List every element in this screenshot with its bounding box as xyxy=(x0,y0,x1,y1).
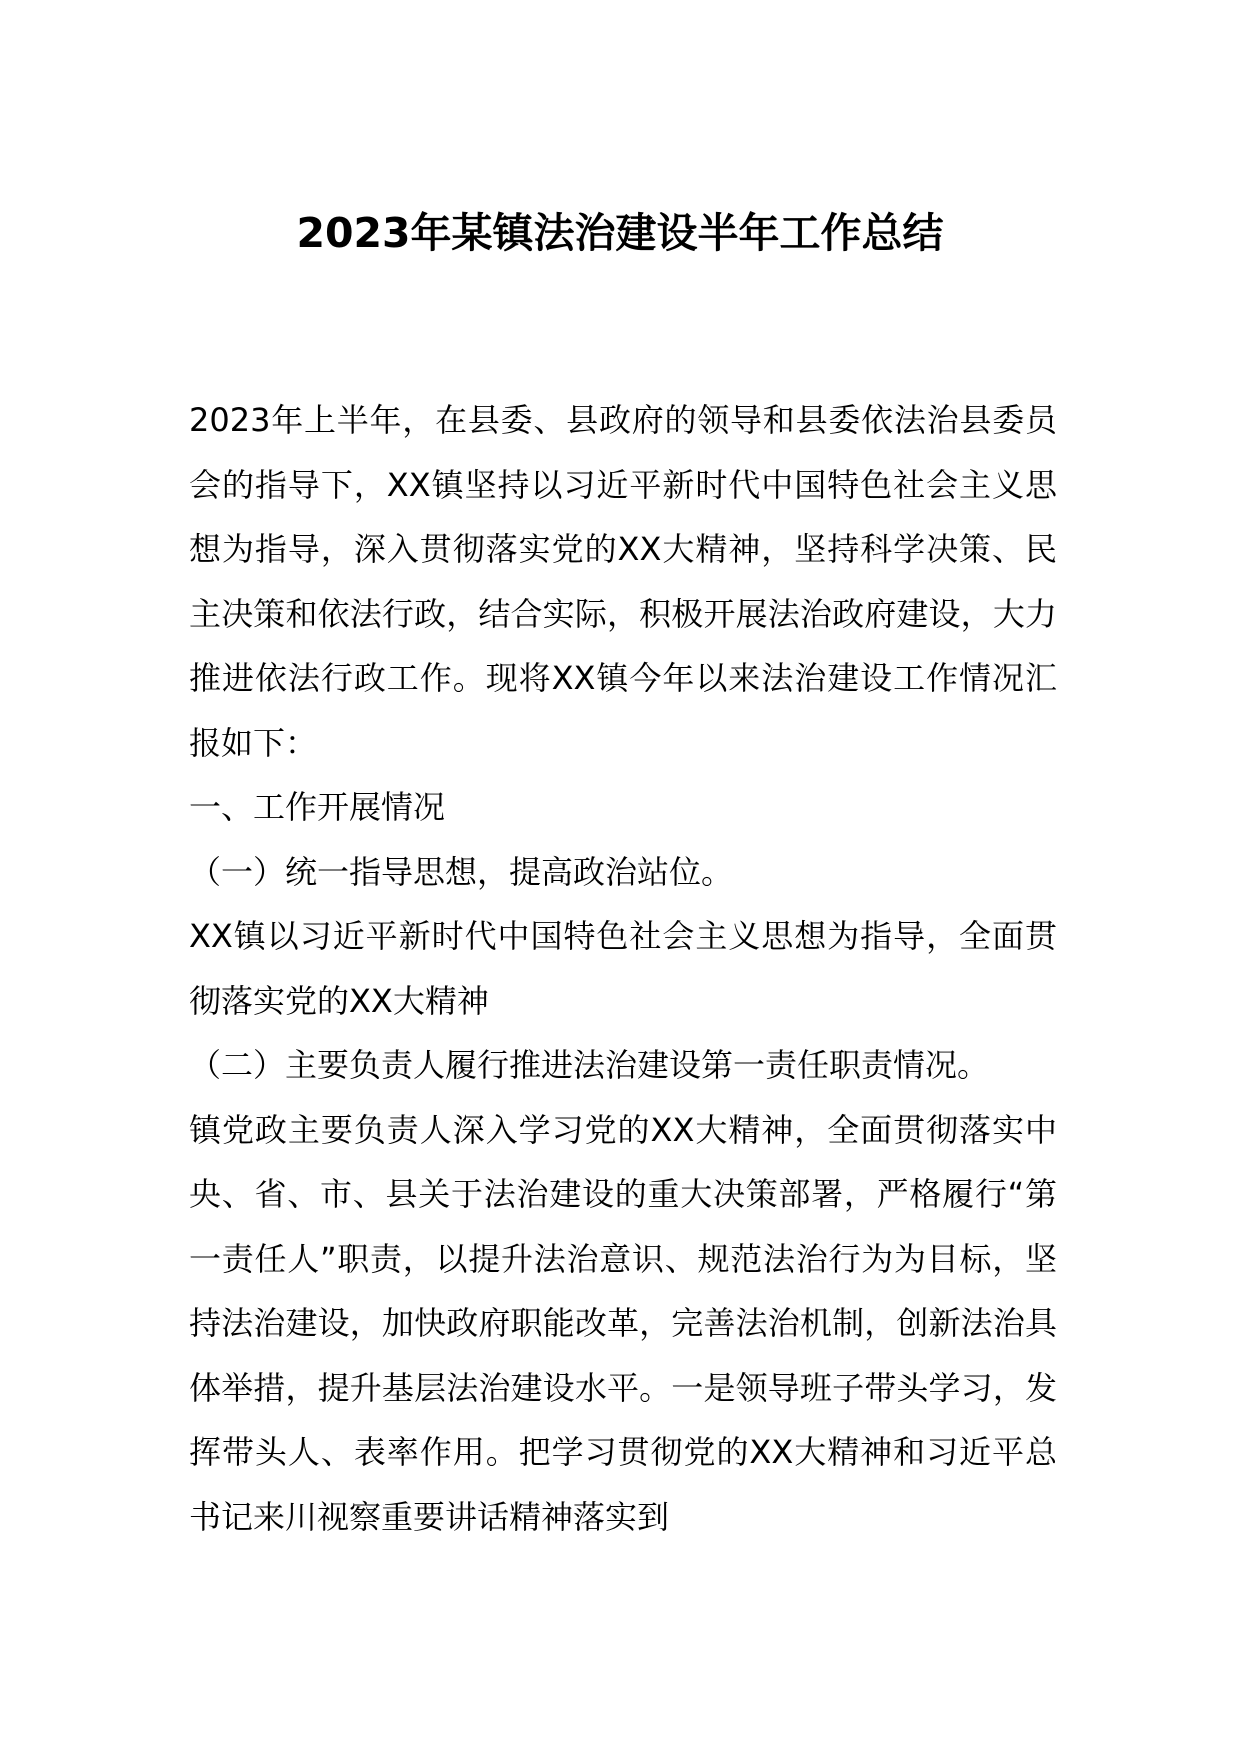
document-title: 2023年某镇法治建设半年工作总结 xyxy=(296,209,944,257)
paragraph-subsection-2: 镇党政主要负责人深入学习党的XX大精神，全面贯彻落实中央、省、市、县关于法治建设的重大决策部署，严格履行“第一责任人”职责，以提升法治意识、规范法治行为为目标，坚持法治建设，加快政府职能改革，完善法治机制，创新法治具体举措，提升基层法治建设水平。一是领导班子带头学习，发挥带头人、表率作用。把学习贯彻党的XX大精神和习近平总书记来川视察重要讲话精神落实到 xyxy=(189,1110,1057,1536)
paragraph-subsection-1: XX镇以习近平新时代中国特色社会主义思想为指导，全面贯彻落实党的XX大精神 xyxy=(189,917,1057,1020)
paragraph-intro: 2023年上半年，在县委、县政府的领导和县委依法治县委员会的指导下，XX镇坚持以习近平新时代中国特色社会主义思想为指导，深入贯彻落实党的XX大精神，坚持科学决策、民主决策和依法行政，结合实际，积极开展法治政府建设，大力推进依法行政工作。现将XX镇今年以来法治建设工作情况汇报如下： xyxy=(189,401,1057,762)
section-heading-1: 一、工作开展情况 xyxy=(189,788,446,826)
document-body xyxy=(189,388,1057,1549)
subsection-heading-1: （一）统一指导思想，提高政治站位。 xyxy=(189,852,734,891)
subsection-heading-2: （二）主要负责人履行推进法治建设第一责任职责情况。 xyxy=(189,1046,990,1084)
